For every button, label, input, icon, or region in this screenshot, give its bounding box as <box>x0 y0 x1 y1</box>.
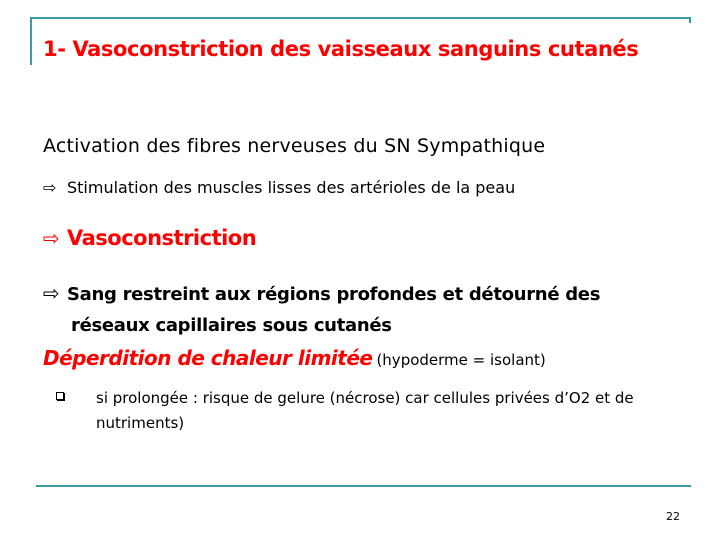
line-blood-restricted-text-b: réseaux capillaires sous cutanés <box>71 315 392 336</box>
line-vasoconstriction-text: Vasoconstriction <box>67 226 257 250</box>
line-stimulation-text: Stimulation des muscles lisses des artérioles de la peau <box>67 178 516 197</box>
bullet-item-text: si prolongée : risque de gelure (nécrose) car cellules privées d’O2 et de nutriments) <box>96 389 634 432</box>
frame-top-line <box>30 17 691 19</box>
arrow-icon: ⇨ <box>43 226 60 250</box>
frame-bottom-line <box>36 485 691 487</box>
line-heat-loss-sub: (hypoderme = isolant) <box>376 351 546 369</box>
line-activation: Activation des fibres nerveuses du SN Sympathique <box>43 135 546 157</box>
line-heat-loss <box>43 346 546 370</box>
arrow-icon: ⇨ <box>43 281 60 305</box>
frame-right-tick <box>689 17 691 23</box>
line-heat-loss-main: Déperdition de chaleur limitée <box>43 346 373 370</box>
frame-left-line <box>30 17 32 65</box>
line-vasoconstriction <box>43 226 256 250</box>
square-bullet-icon <box>56 392 64 400</box>
page-number: 22 <box>666 510 680 523</box>
line-blood-restricted <box>43 278 683 341</box>
line-blood-restricted-text-a: Sang restreint aux régions profondes et détourné des <box>67 284 601 305</box>
bullet-item <box>56 386 656 436</box>
arrow-icon: ⇨ <box>43 178 57 197</box>
slide-title: 1- Vasoconstriction des vaisseaux sanguins cutanés <box>43 37 639 61</box>
line-stimulation <box>43 178 515 197</box>
